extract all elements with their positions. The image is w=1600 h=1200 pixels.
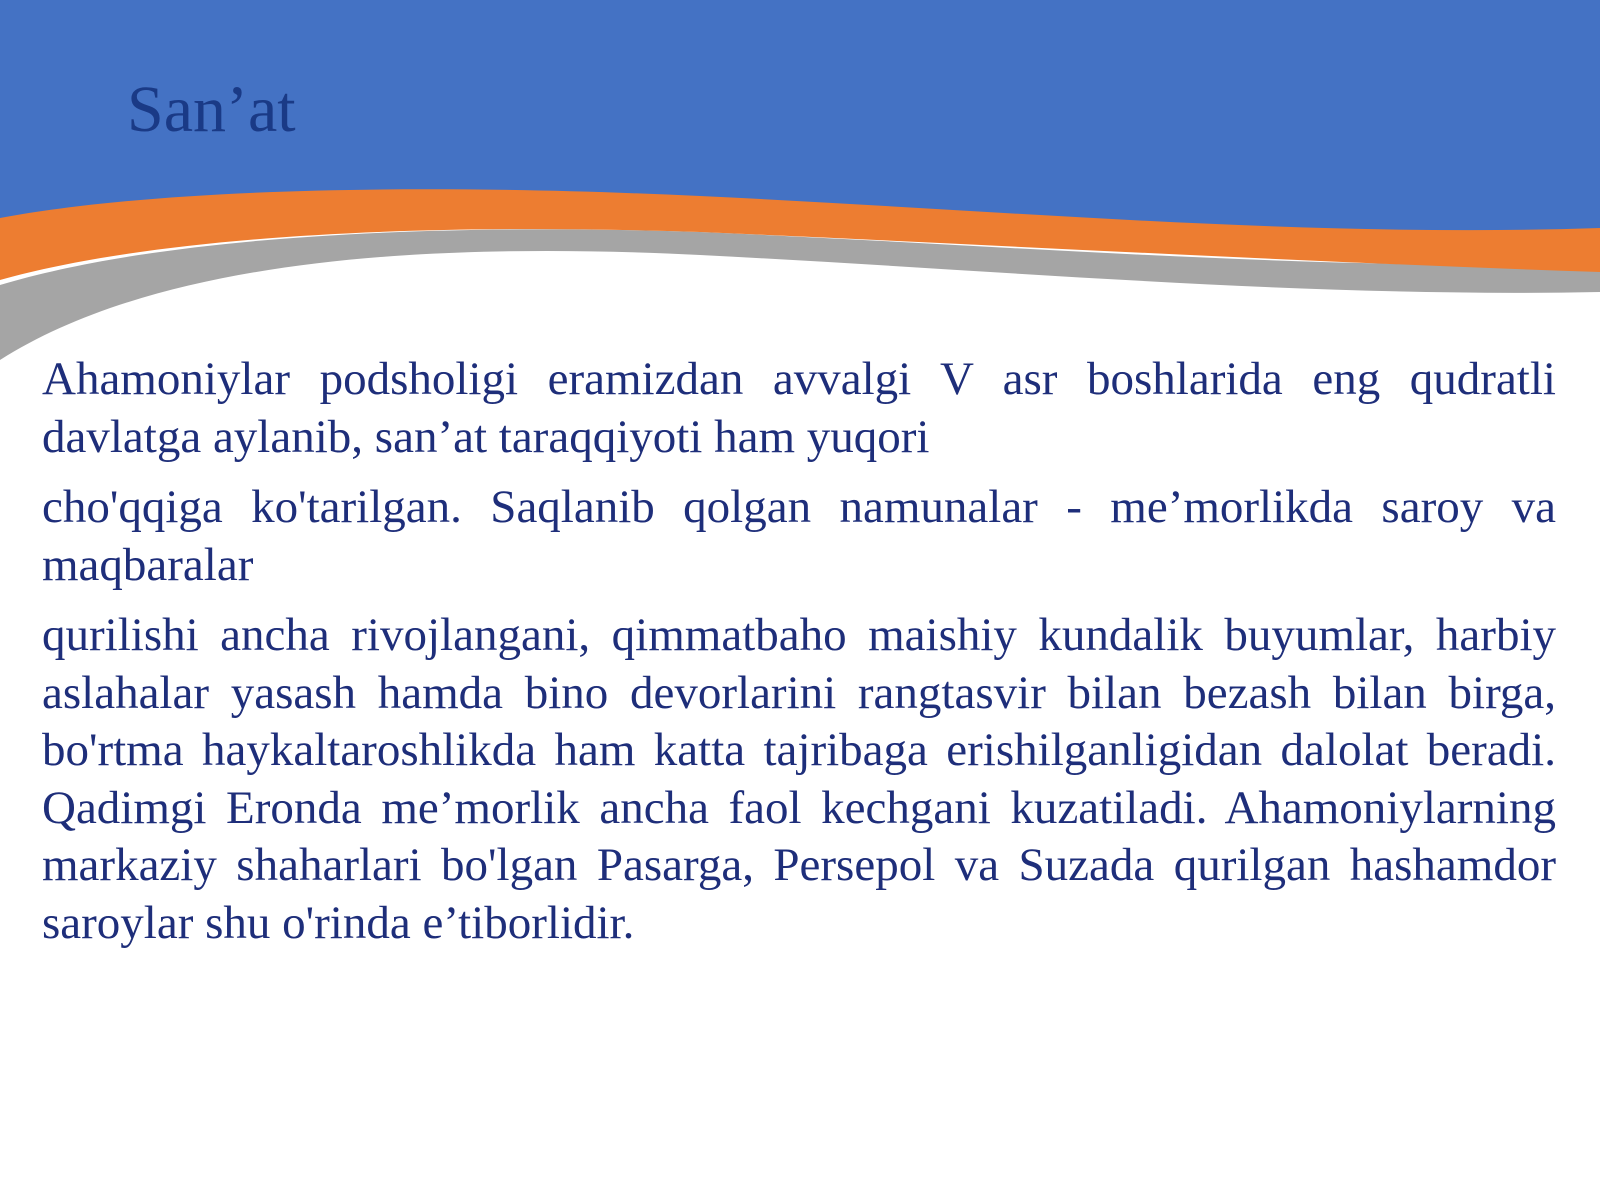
- body-paragraph-1: Ahamoniylar podsholigi eramizdan avvalgi V asr boshlarida eng qudratli davlatga aylanib, san’at taraqqiyoti ham yuqori: [42, 353, 1556, 463]
- slide-body-text: [42, 351, 1556, 952]
- slide-title: San’at: [127, 73, 296, 146]
- body-paragraph-2: cho'qqiga ko'tarilgan. Saqlanib qolgan namunalar - me’morlikda saroy va maqbaralar: [42, 481, 1556, 591]
- header-wave-banner: [0, 0, 1600, 370]
- body-paragraph-3: qurilishi ancha rivojlangani, qimmatbaho maishiy kundalik buyumlar, harbiy aslahalar yasash hamda bino devorlarini rangtasvir bilan bezash bilan birga, bo'rtma haykaltaroshlikda ham katta tajribaga erishilganligidan dalolat beradi. Qadimgi Eronda me’morlik ancha faol kechgani kuzatiladi. Ahamoniylarning markaziy shaharlari bo'lgan Pasarga, Persepol va Suzada qurilgan hashamdor saroylar shu o'rinda e’tiborlidir.: [42, 609, 1556, 949]
